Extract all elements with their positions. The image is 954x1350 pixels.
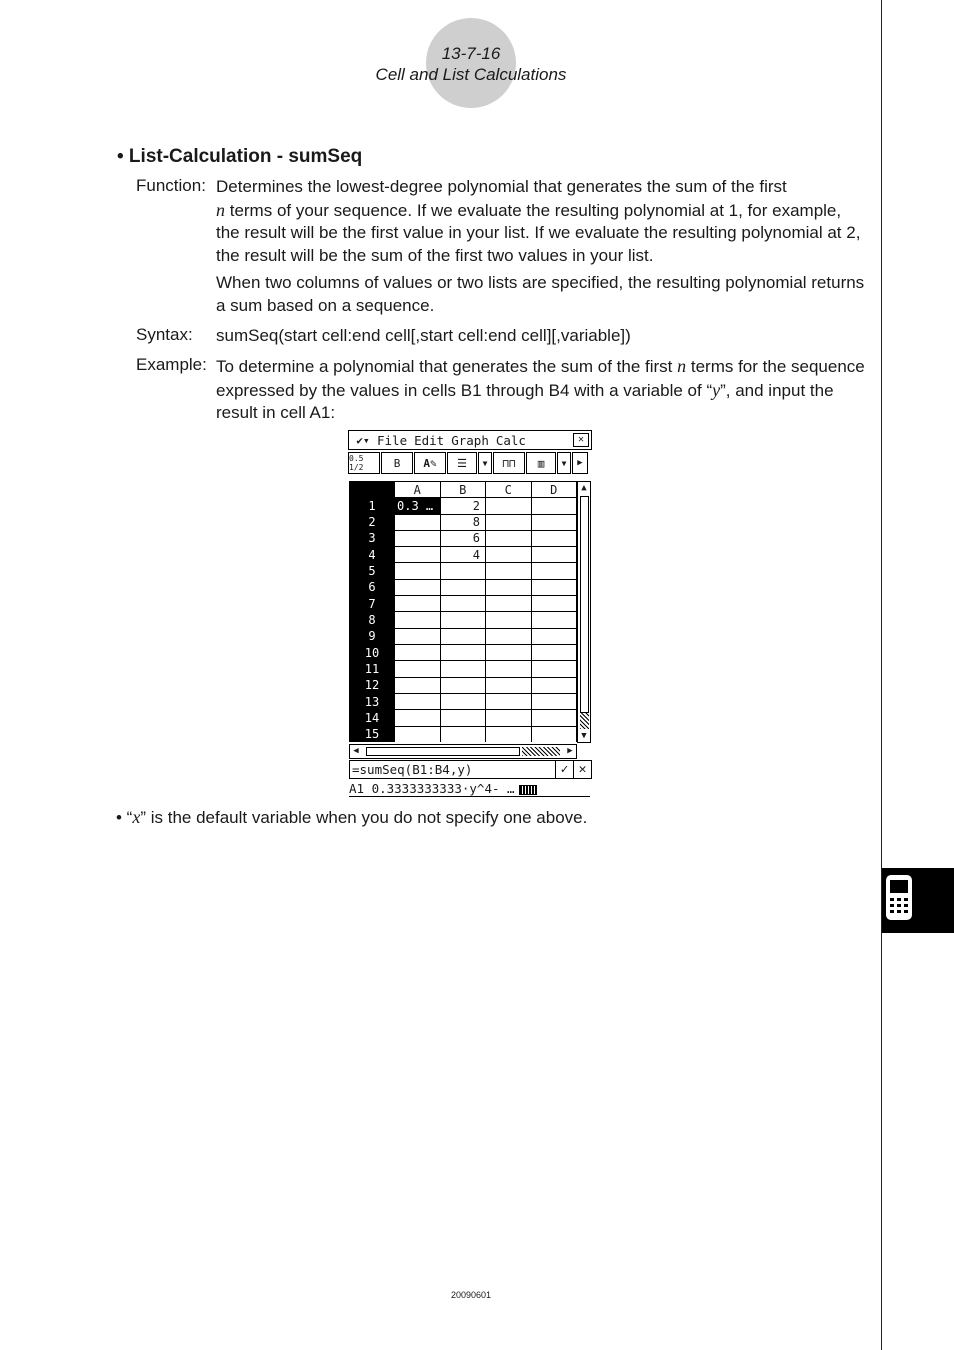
cell-d[interactable] bbox=[531, 514, 577, 530]
column-header-b[interactable]: B bbox=[440, 482, 486, 498]
battery-icon bbox=[519, 785, 537, 795]
menu-bar bbox=[348, 430, 592, 450]
cell-d[interactable] bbox=[531, 530, 577, 546]
cell-d[interactable] bbox=[531, 710, 577, 726]
row-header[interactable]: 3 bbox=[350, 530, 395, 546]
cell-c[interactable] bbox=[486, 710, 532, 726]
menu-calc[interactable]: Calc bbox=[495, 432, 526, 448]
row-header[interactable]: 1 bbox=[350, 498, 395, 514]
function-label: Function: bbox=[136, 176, 206, 195]
cell-a[interactable] bbox=[395, 612, 441, 628]
status-text: A1 0.3333333333·y^4- … bbox=[349, 781, 515, 796]
cell-a[interactable] bbox=[395, 645, 441, 661]
cell-b[interactable] bbox=[440, 579, 486, 595]
table-row bbox=[350, 710, 577, 726]
row-header[interactable]: 15 bbox=[350, 726, 395, 742]
cell-b[interactable] bbox=[440, 596, 486, 612]
calculator-icon bbox=[885, 874, 913, 921]
text-edit-icon[interactable]: A✎ bbox=[414, 452, 446, 474]
vertical-scroll-thumb[interactable] bbox=[580, 496, 589, 713]
column-header-c[interactable]: C bbox=[486, 482, 532, 498]
bar-graph-icon[interactable]: ▥ bbox=[526, 452, 556, 474]
scroll-right-icon[interactable]: ▶ bbox=[567, 746, 573, 756]
cell-d[interactable] bbox=[531, 612, 577, 628]
cell-a[interactable] bbox=[395, 661, 441, 677]
vertical-scrollbar[interactable] bbox=[577, 481, 591, 743]
cell-a[interactable] bbox=[395, 530, 441, 546]
menu-edit[interactable]: Edit bbox=[414, 432, 445, 448]
table-row bbox=[350, 661, 577, 677]
cell-c[interactable] bbox=[486, 514, 532, 530]
cell-a[interactable] bbox=[395, 677, 441, 693]
cell-b[interactable]: 2 bbox=[440, 498, 486, 514]
cell-c[interactable] bbox=[486, 547, 532, 563]
view-window-icon[interactable]: ⊓⊓ bbox=[493, 452, 525, 474]
syntax-label: Syntax: bbox=[136, 325, 193, 344]
page-right-rule bbox=[881, 0, 882, 1350]
horizontal-scroll-track bbox=[522, 747, 560, 756]
footer-code: 20090601 bbox=[450, 1290, 492, 1300]
row-header[interactable]: 8 bbox=[350, 612, 395, 628]
cell-c[interactable] bbox=[486, 628, 532, 644]
cell-b[interactable] bbox=[440, 661, 486, 677]
align-dropdown-icon[interactable]: ▼ bbox=[478, 452, 492, 474]
cell-c[interactable] bbox=[486, 612, 532, 628]
spreadsheet-viewport bbox=[348, 480, 578, 742]
cell-c[interactable] bbox=[486, 693, 532, 709]
cancel-x-icon[interactable]: ✕ bbox=[573, 761, 591, 778]
cell-a[interactable]: 0.3 … bbox=[395, 498, 441, 514]
table-row bbox=[350, 628, 577, 644]
row-header[interactable]: 11 bbox=[350, 661, 395, 677]
table-row bbox=[350, 693, 577, 709]
row-header[interactable]: 9 bbox=[350, 628, 395, 644]
table-row bbox=[350, 530, 577, 546]
function-paragraph-1: Determines the lowest-degree polynomial that generates the sum of the first n terms of your sequence. If we evaluate the resulting polynomial at 1, for example, the result will be the first value in your list. If we evaluate the resulting polynomial at 2, the result will be the sum of the first two values in your list. bbox=[216, 177, 861, 265]
cell-b[interactable] bbox=[440, 628, 486, 644]
cell-b[interactable] bbox=[440, 693, 486, 709]
graph-dropdown-icon[interactable]: ▼ bbox=[557, 452, 571, 474]
cell-c[interactable] bbox=[486, 645, 532, 661]
cell-c[interactable] bbox=[486, 661, 532, 677]
cell-d[interactable] bbox=[531, 547, 577, 563]
cell-d[interactable] bbox=[531, 498, 577, 514]
row-header[interactable]: 7 bbox=[350, 596, 395, 612]
row-header[interactable]: 6 bbox=[350, 579, 395, 595]
table-row bbox=[350, 563, 577, 579]
calculator-screenshot bbox=[348, 430, 592, 800]
cell-a[interactable] bbox=[395, 710, 441, 726]
row-header[interactable]: 2 bbox=[350, 514, 395, 530]
cell-a[interactable] bbox=[395, 726, 441, 742]
cell-a[interactable] bbox=[395, 596, 441, 612]
cell-c[interactable] bbox=[486, 579, 532, 595]
page-number: 13-7-16 bbox=[441, 44, 501, 63]
cell-d[interactable] bbox=[531, 661, 577, 677]
cell-b[interactable] bbox=[440, 645, 486, 661]
confirm-check-icon[interactable]: ✓ bbox=[555, 761, 573, 778]
row-header[interactable]: 13 bbox=[350, 693, 395, 709]
scroll-up-icon[interactable]: ▲ bbox=[581, 483, 587, 493]
cell-c[interactable] bbox=[486, 677, 532, 693]
variable-note: • “x” is the default variable when you do not specify one above. bbox=[116, 807, 588, 827]
fraction-toggle-button[interactable]: 0.5 1/2 bbox=[348, 452, 380, 474]
table-row bbox=[350, 612, 577, 628]
corner-cell[interactable] bbox=[350, 482, 395, 498]
table-row bbox=[350, 596, 577, 612]
spreadsheet-grid bbox=[349, 481, 577, 742]
cell-c[interactable] bbox=[486, 530, 532, 546]
toolbar bbox=[348, 452, 592, 474]
horizontal-scroll-thumb[interactable] bbox=[366, 747, 520, 756]
formula-entry bbox=[349, 760, 592, 779]
cell-a[interactable] bbox=[395, 514, 441, 530]
formula-input[interactable]: =sumSeq(B1:B4,y) bbox=[352, 762, 473, 777]
column-header-a[interactable]: A bbox=[395, 482, 441, 498]
align-icon[interactable]: ☰ bbox=[447, 452, 477, 474]
column-header-row bbox=[350, 482, 577, 498]
horizontal-scrollbar[interactable] bbox=[349, 744, 577, 759]
menu-logo-icon[interactable]: ✔▾ bbox=[356, 433, 370, 447]
cell-a[interactable] bbox=[395, 563, 441, 579]
section-title: • List-Calculation - sumSeq bbox=[117, 146, 363, 167]
chapter-title: Cell and List Calculations bbox=[375, 65, 567, 84]
menu-graph[interactable]: Graph bbox=[451, 432, 489, 448]
example-label: Example: bbox=[136, 355, 207, 374]
row-header[interactable]: 12 bbox=[350, 677, 395, 693]
table-row bbox=[350, 498, 577, 514]
cell-b[interactable] bbox=[440, 726, 486, 742]
table-row bbox=[350, 579, 577, 595]
toolbar-next-icon[interactable]: ▶ bbox=[572, 452, 588, 474]
cell-b[interactable]: 8 bbox=[440, 514, 486, 530]
cell-b[interactable] bbox=[440, 563, 486, 579]
table-row bbox=[350, 514, 577, 530]
row-header[interactable]: 10 bbox=[350, 645, 395, 661]
syntax-text: sumSeq(start cell:end cell[,start cell:end cell][,variable]) bbox=[216, 326, 631, 345]
example-text: To determine a polynomial that generates the sum of the first n terms for the sequence expressed by the values in cells B1 through B4 with a variable of “y”, and input the result in cell A1: bbox=[216, 356, 865, 422]
vertical-scroll-track bbox=[580, 713, 589, 729]
cell-d[interactable] bbox=[531, 693, 577, 709]
cell-d[interactable] bbox=[531, 563, 577, 579]
table-row bbox=[350, 645, 577, 661]
cell-b[interactable] bbox=[440, 677, 486, 693]
cell-d[interactable] bbox=[531, 579, 577, 595]
menu-file[interactable]: File bbox=[377, 432, 408, 448]
cell-b[interactable] bbox=[440, 710, 486, 726]
bold-button[interactable]: B bbox=[381, 452, 413, 474]
table-row bbox=[350, 726, 577, 742]
column-header-d[interactable]: D bbox=[531, 482, 577, 498]
cell-b[interactable]: 6 bbox=[440, 530, 486, 546]
cell-c[interactable] bbox=[486, 563, 532, 579]
cell-b[interactable] bbox=[440, 612, 486, 628]
table-row bbox=[350, 547, 577, 563]
cell-d[interactable] bbox=[531, 596, 577, 612]
row-header[interactable]: 4 bbox=[350, 547, 395, 563]
cell-c[interactable] bbox=[486, 726, 532, 742]
row-header[interactable]: 5 bbox=[350, 563, 395, 579]
cell-d[interactable] bbox=[531, 628, 577, 644]
cell-a[interactable] bbox=[395, 547, 441, 563]
status-bar bbox=[349, 781, 590, 797]
cell-c[interactable] bbox=[486, 596, 532, 612]
cell-c[interactable] bbox=[486, 498, 532, 514]
cell-a[interactable] bbox=[395, 579, 441, 595]
cell-b[interactable]: 4 bbox=[440, 547, 486, 563]
cell-a[interactable] bbox=[395, 693, 441, 709]
cell-d[interactable] bbox=[531, 726, 577, 742]
scroll-left-icon[interactable]: ◀ bbox=[353, 746, 359, 756]
function-paragraph-2: When two columns of values or two lists are specified, the resulting polynomial returns a sum based on a sequence. bbox=[216, 273, 865, 315]
cell-d[interactable] bbox=[531, 645, 577, 661]
cell-d[interactable] bbox=[531, 677, 577, 693]
row-header[interactable]: 14 bbox=[350, 710, 395, 726]
close-icon[interactable]: ✕ bbox=[573, 433, 589, 447]
scroll-down-icon[interactable]: ▼ bbox=[581, 731, 587, 741]
cell-a[interactable] bbox=[395, 628, 441, 644]
table-row bbox=[350, 677, 577, 693]
